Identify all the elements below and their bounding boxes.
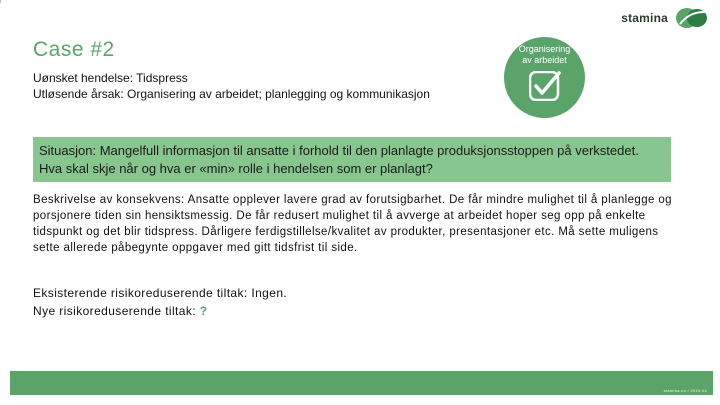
- new-measures: [33, 302, 287, 320]
- consequence-description: Beskrivelse av konsekvens: Ansatte opplever lavere grad av forutsigbarhet. De får mindre mulighet til å planlegge og porsjonere tiden sin hensiktsmessig. De får redusert mulighet til å avverge at arbeidet hoper seg opp på enkelte tidspunkt og det blir tidspress. Dårligere ferdigstillelse/kvalitet av produkter, presentasjoner etc. Må sette muligens sette allerede påbegynte oppgaver med gitt tidsfrist til side.: [33, 194, 672, 254]
- page-title: Case #2: [33, 38, 115, 61]
- triggering-cause-line: Utløsende årsak: Organisering av arbeidet; planlegging og kommunikasjon: [33, 87, 430, 101]
- stamina-leaf-logo-icon: [672, 6, 710, 30]
- footer-text: stamina.no / 2019.04: [663, 388, 707, 393]
- situation-text: [39, 142, 665, 178]
- badge-label-line2: av arbeidet: [522, 55, 567, 65]
- badge-label-line1: Organisering: [518, 44, 571, 54]
- badge-label: [504, 44, 585, 66]
- new-measures-value: ?: [199, 304, 208, 318]
- existing-measures: Eksisterende risikoreduserende tiltak: Ingen.: [33, 286, 288, 300]
- category-badge: [504, 37, 585, 118]
- situation-body: Mangelfull informasjon til ansatte i forhold til den planlagte produksjonsstoppen på verkstedet. Hva skal skje når og hva er «min» rolle i hendelsen som er planlagt?: [39, 143, 639, 176]
- logo-text: stamina: [621, 11, 668, 25]
- check-icon: [529, 71, 561, 101]
- unwanted-event-line: Uønsket hendelse: Tidspress: [33, 71, 188, 85]
- situation-label: Situasjon:: [39, 143, 97, 158]
- new-measures-label: Nye risikoreduserende tiltak:: [33, 304, 197, 318]
- event-summary: [33, 70, 430, 102]
- corner-mark: [0, 0, 4, 3]
- situation-box: [33, 137, 671, 182]
- stamina-logo: [621, 6, 710, 30]
- footer-bar: [10, 371, 713, 395]
- risk-measures: [33, 284, 287, 320]
